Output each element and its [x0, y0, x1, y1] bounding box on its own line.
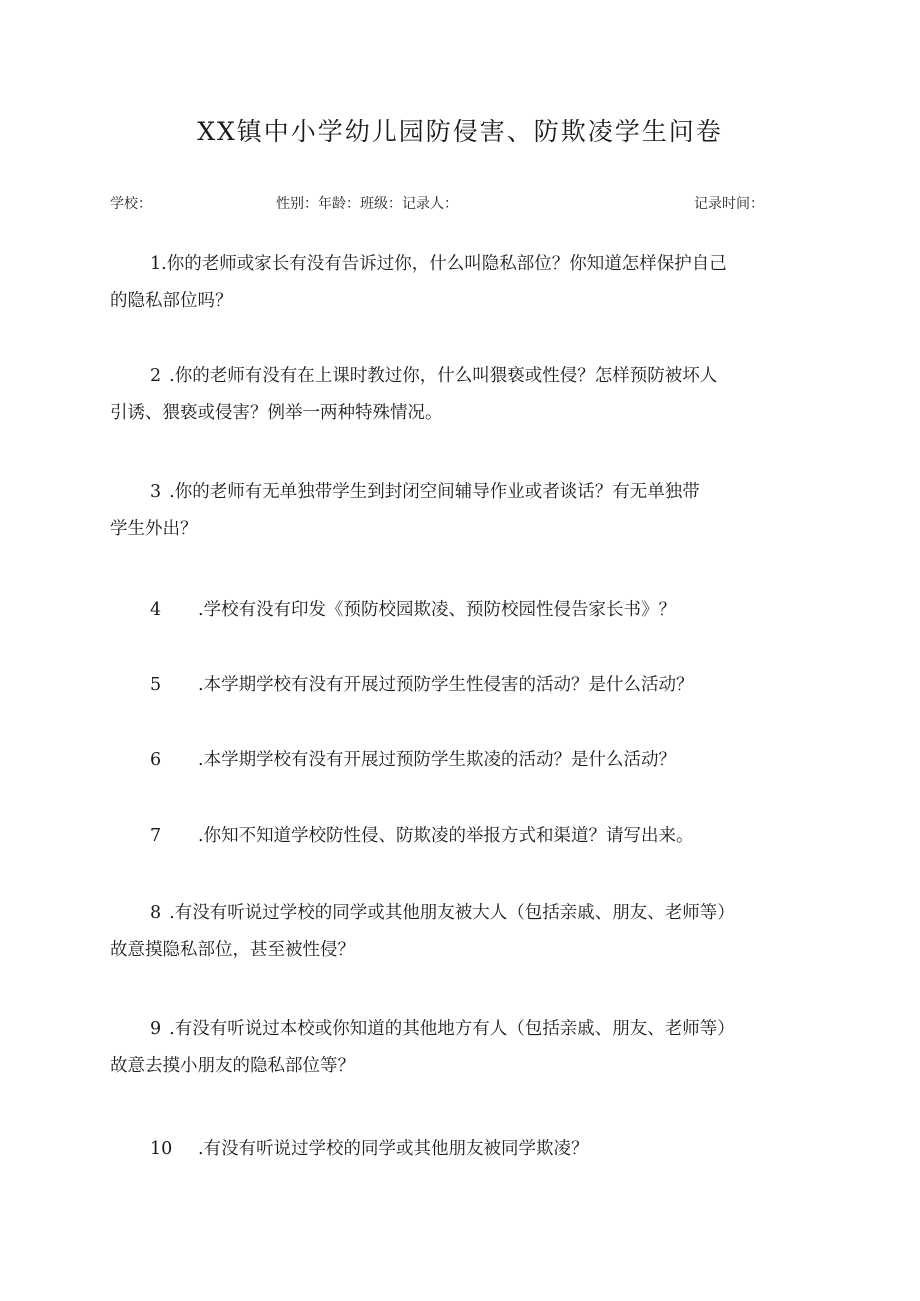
question-7: [110, 818, 810, 855]
question-number: 8: [150, 903, 162, 923]
question-4: [110, 592, 810, 629]
question-text: .你的老师有无单独带学生到封闭空间辅导作业或者谈话？有无单独带: [169, 482, 700, 502]
question-text-cont: 故意摸隐私部位，甚至被性侵？: [110, 940, 355, 960]
question-text-cont: 引诱、猥亵或侵害？例举一两种特殊情况。: [110, 403, 443, 423]
question-text: .你的老师有没有在上课时教过你，什么叫猥亵或性侵？怎样预防被坏人: [169, 366, 718, 386]
question-8: [110, 895, 810, 969]
question-text-cont: 学生外出？: [110, 519, 198, 539]
question-number: 7: [150, 826, 162, 846]
question-number: 10: [150, 1139, 173, 1159]
question-text: .有没有听说过本校或你知道的其他地方有人（包括亲戚、朋友、老师等）: [169, 1019, 735, 1039]
question-number: 1.: [150, 254, 167, 274]
question-text: .本学期学校有没有开展过预防学生性侵害的活动？是什么活动？: [198, 675, 694, 695]
question-number: 2: [150, 366, 162, 386]
question-number: 3: [150, 482, 162, 502]
question-text: .有没有听说过学校的同学或其他朋友被大人（包括亲戚、朋友、老师等）: [169, 903, 735, 923]
question-6: [110, 742, 810, 779]
question-text: .学校有没有印发《预防校园欺凌、预防校园性侵告家长书》？: [198, 600, 677, 620]
meta-fields-label: 性别：年龄：班级：记录人：: [276, 196, 458, 212]
question-text: .有没有听说过学校的同学或其他朋友被同学欺凌？: [198, 1139, 589, 1159]
question-text: .你知不知道学校防性侵、防欺凌的举报方式和渠道？请写出来。: [198, 826, 694, 846]
meta-school-label: 学校：: [110, 196, 152, 212]
question-9: [110, 1011, 810, 1085]
question-number: 5: [150, 675, 162, 695]
question-10: [110, 1131, 810, 1168]
question-5: [110, 667, 810, 704]
question-text-cont: 故意去摸小朋友的隐私部位等？: [110, 1056, 355, 1076]
question-1: [110, 246, 810, 320]
meta-record-time-label: 记录时间：: [694, 196, 764, 212]
question-text: 你的老师或家长有没有告诉过你，什么叫隐私部位？你知道怎样保护自己: [166, 254, 727, 274]
question-text: .本学期学校有没有开展过预防学生欺凌的活动？是什么活动？: [198, 750, 677, 770]
question-number: 4: [150, 600, 162, 620]
question-number: 9: [150, 1019, 162, 1039]
document-title: XX镇中小学幼儿园防侵害、防欺凌学生问卷: [197, 117, 723, 146]
question-3: [110, 474, 810, 548]
question-text-cont: 的隐私部位吗？: [110, 291, 233, 311]
question-2: [110, 358, 810, 432]
question-number: 6: [150, 750, 162, 770]
